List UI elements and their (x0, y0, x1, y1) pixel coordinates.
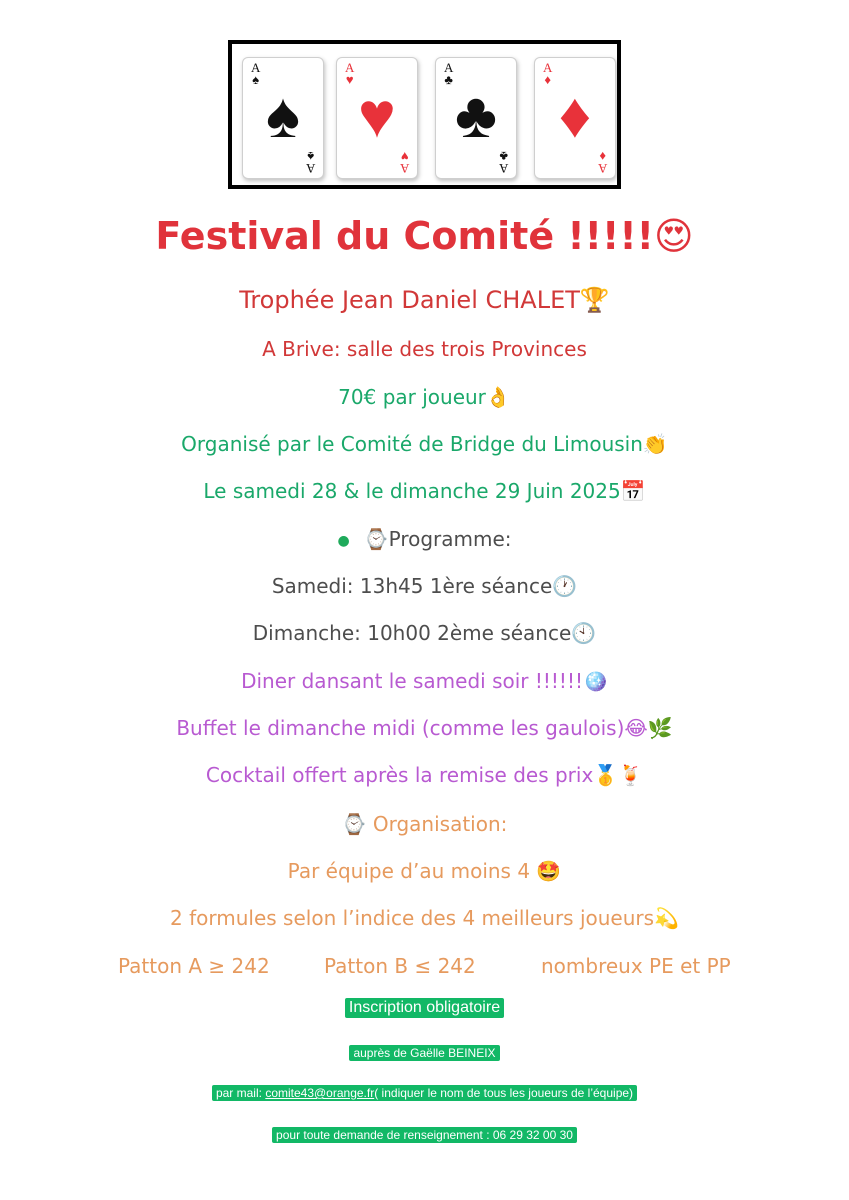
card-rank: A (543, 60, 553, 75)
registration-required-label: Inscription obligatoire (345, 998, 504, 1018)
price-text: 70€ par joueur👌 (338, 385, 511, 409)
page-title: Festival du Comité !!!!!😍 (155, 214, 694, 258)
mail-suffix: ( indiquer le nom de tous les joueurs de l’équipe) (374, 1086, 634, 1100)
patton-b-text: Patton B ≤ 242 (324, 954, 476, 978)
patton-a-text: Patton A ≥ 242 (118, 954, 270, 978)
club-icon: ♣ (444, 72, 453, 87)
formulas-text: 2 formules selon l’indice des 4 meilleurs joueurs💫 (170, 906, 679, 930)
card-rank: A (498, 161, 508, 176)
mail-banner (0, 1082, 849, 1101)
heart-icon: ♥ (358, 80, 396, 151)
dinner-text: Diner dansant le samedi soir !!!!!!🪩 (241, 669, 608, 693)
organizer-text: Organisé par le Comité de Bridge du Limousin👏 (181, 432, 668, 456)
trophy-subtitle: Trophée Jean Daniel CHALET🏆 (239, 286, 610, 314)
contact-banner (0, 1042, 849, 1061)
card-rank: A (597, 161, 607, 176)
card-rank: A (251, 60, 261, 75)
pe-pp-text: nombreux PE et PP (541, 954, 731, 978)
dates-text: Le samedi 28 & le dimanche 29 Juin 2025📅 (203, 479, 646, 503)
ace-of-clubs-card (435, 57, 517, 179)
programme-heading-label: ⌚Programme: (363, 527, 512, 551)
card-rank: A (345, 60, 355, 75)
club-icon: ♣ (455, 80, 497, 151)
ace-of-hearts-card (336, 57, 418, 179)
heart-icon: ♥ (345, 72, 354, 87)
playing-cards-banner (228, 40, 621, 189)
mail-prefix: par mail: (215, 1086, 266, 1100)
sunday-schedule: Dimanche: 10h00 2ème séance🕙 (252, 621, 597, 645)
email-link[interactable]: comite43@orange.fr (265, 1086, 375, 1100)
organisation-heading: ⌚ Organisation: (341, 812, 508, 836)
location-text: A Brive: salle des trois Provinces (262, 337, 587, 361)
diamond-icon: ♦ (544, 72, 552, 87)
ace-of-diamonds-card (534, 57, 616, 179)
saturday-schedule: Samedi: 13h45 1ère séance🕐 (271, 574, 578, 598)
spade-icon: ♠ (306, 149, 314, 164)
ace-of-spades-card (242, 57, 324, 179)
bullet-icon: ● (337, 532, 350, 549)
club-icon: ♣ (499, 149, 508, 164)
programme-heading (0, 527, 849, 551)
diamond-icon: ♦ (598, 149, 606, 164)
phone-banner (0, 1124, 849, 1143)
card-rank: A (305, 161, 315, 176)
spade-icon: ♠ (266, 80, 300, 151)
mail-line (212, 1085, 637, 1101)
spade-icon: ♠ (252, 72, 260, 87)
teams-text: Par équipe d’au moins 4 🤩 (287, 859, 562, 883)
card-rank: A (399, 161, 409, 176)
heart-icon: ♥ (400, 149, 409, 164)
diamond-icon: ♦ (558, 80, 592, 151)
buffet-text: Buffet le dimanche midi (comme les gaulois)😂🌿 (176, 716, 673, 740)
cocktail-text: Cocktail offert après la remise des prix🥇🍹 (205, 763, 644, 787)
registration-required-banner (0, 997, 849, 1018)
card-rank: A (444, 60, 454, 75)
phone-label: pour toute demande de renseignement : 06 29 32 00 30 (272, 1127, 577, 1143)
contact-label: auprès de Gaëlle BEINEIX (349, 1045, 499, 1061)
